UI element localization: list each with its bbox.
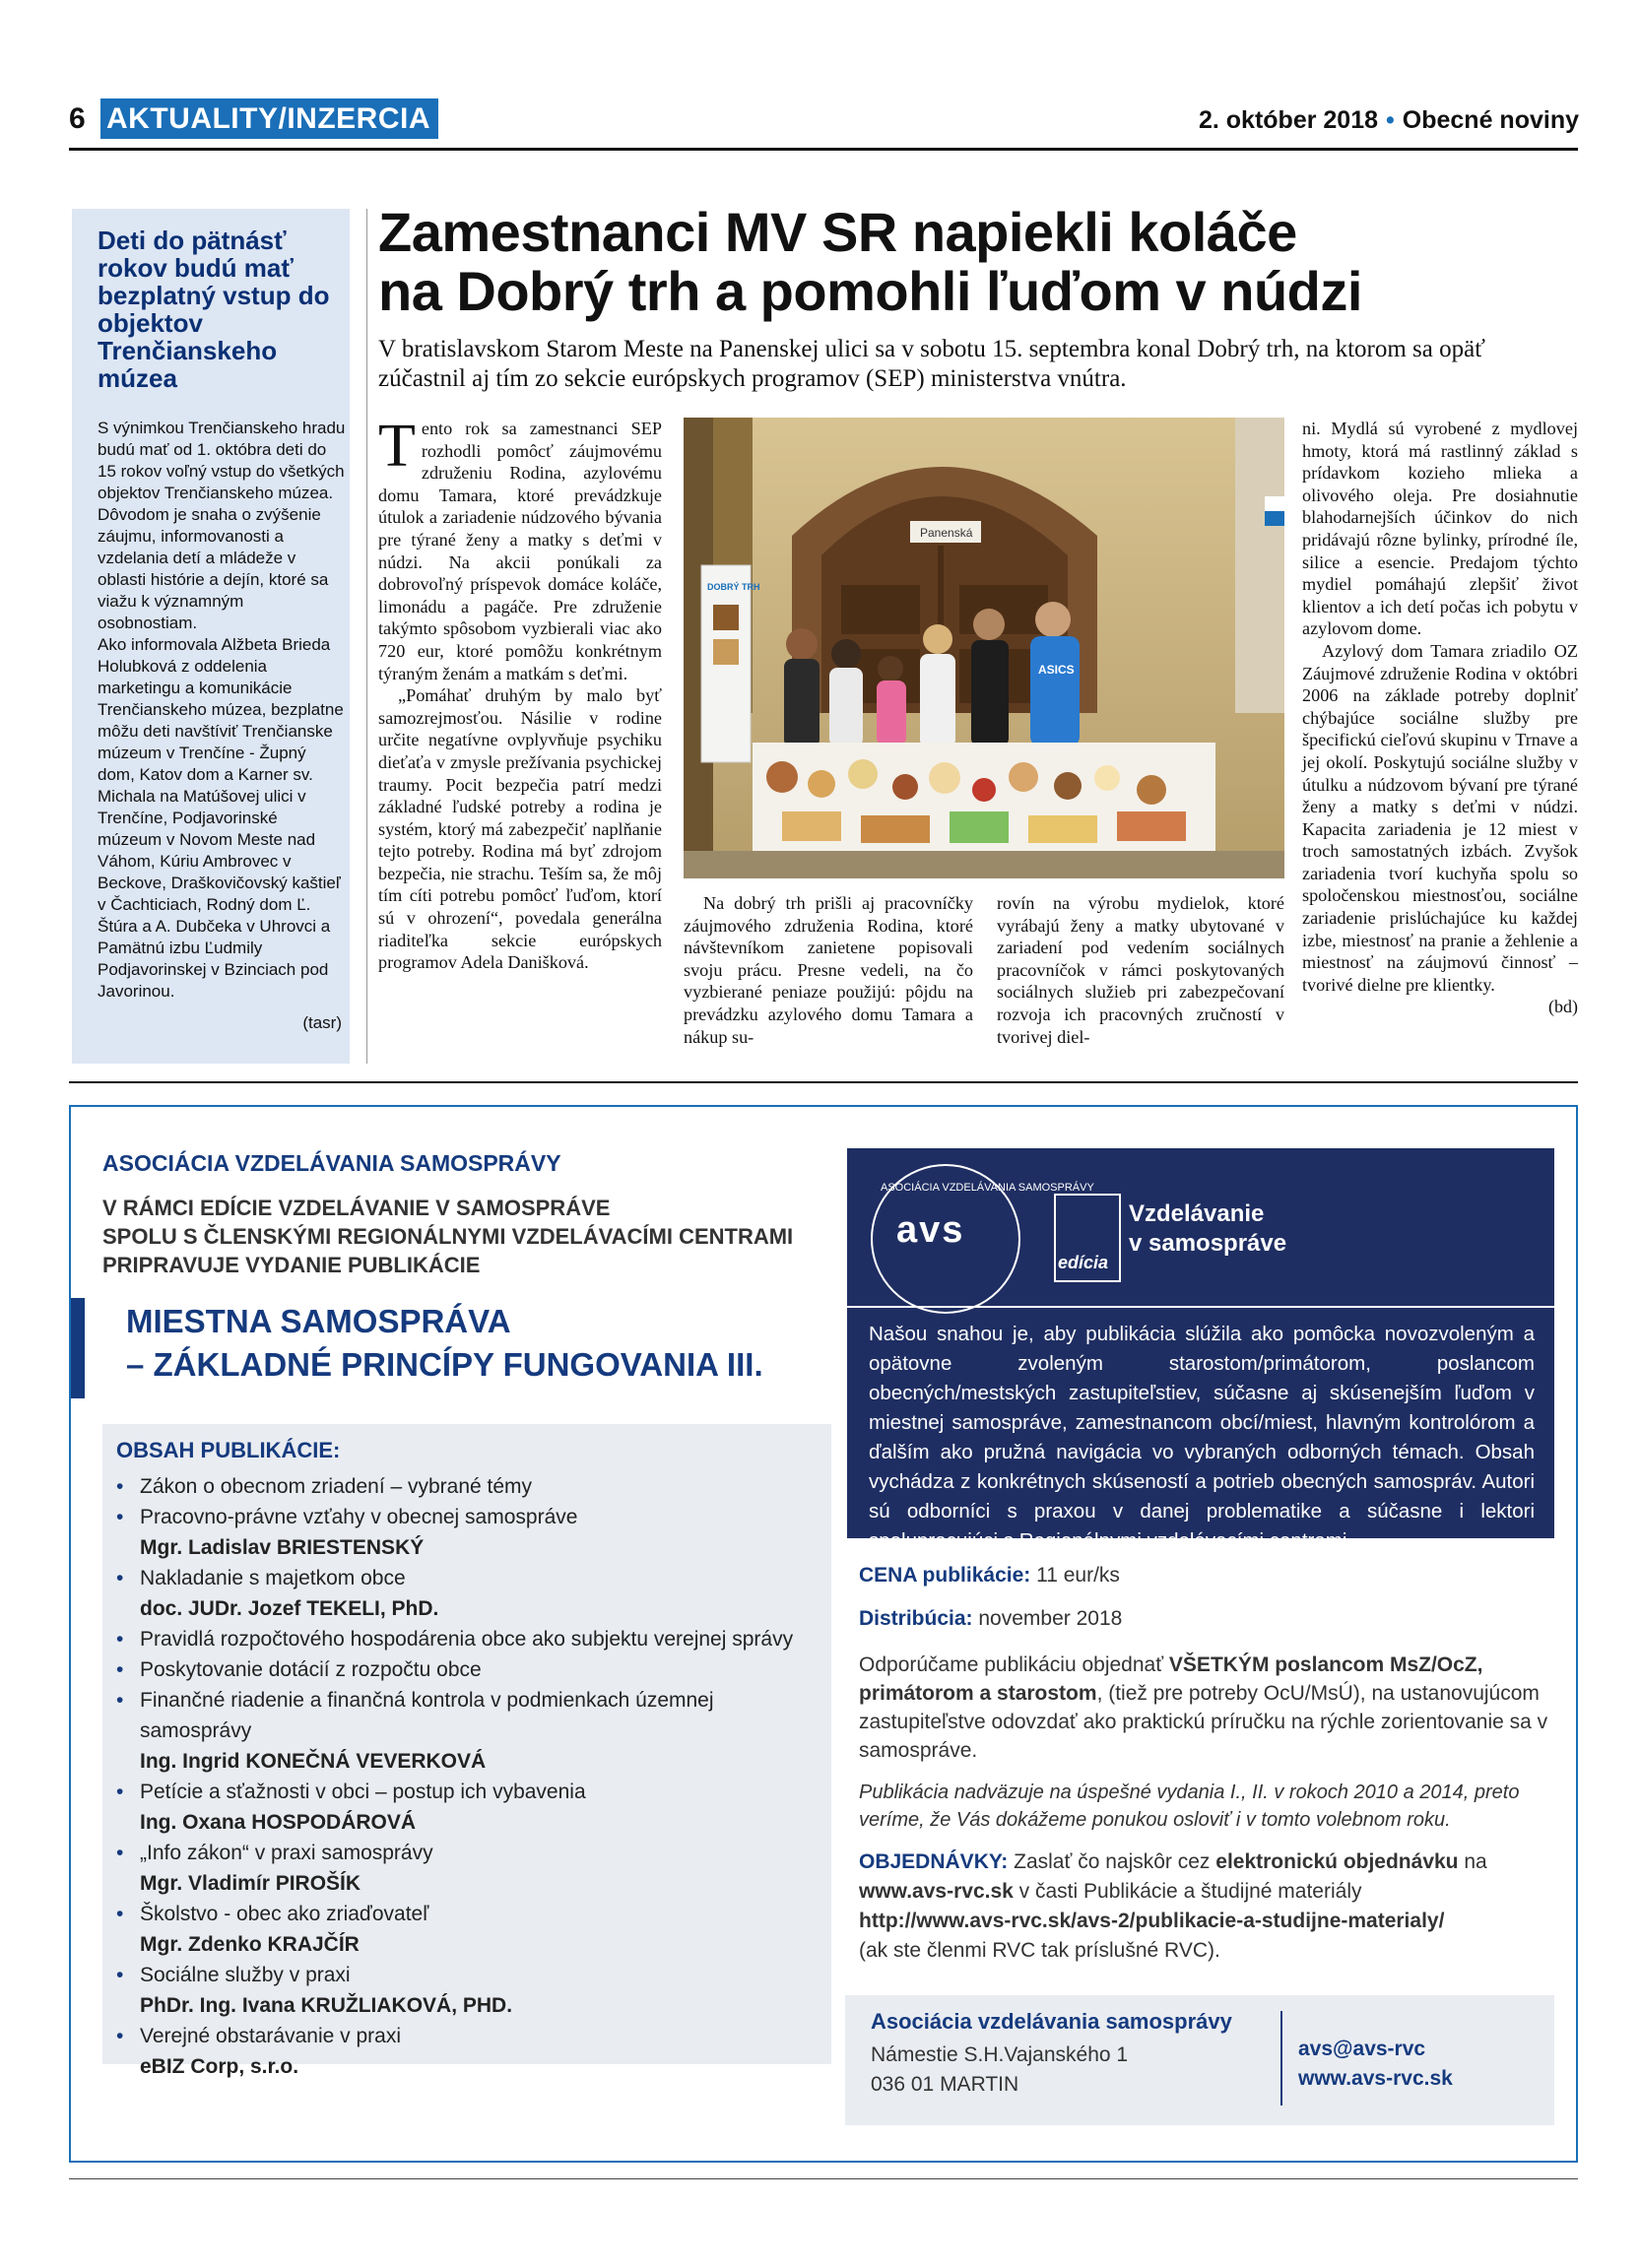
issue-date: 2. október 2018: [1198, 106, 1379, 134]
drop-cap: T: [378, 413, 416, 480]
edition-brand: Vzdelávanie v samospráve: [1129, 1200, 1287, 1257]
ad-association-name: ASOCIÁCIA VZDELÁVANIA SAMOSPRÁVY: [102, 1150, 561, 1176]
article-photo: [684, 418, 1284, 878]
ad-publication-title: MIESTNA SAMOSPRÁVA – ZÁKLADNÉ PRINCÍPY FUNGOVANIA III.: [126, 1303, 763, 1383]
contents-author: doc. JUDr. Jozef TEKELI, PhD.: [140, 1597, 439, 1620]
contents-author: Mgr. Zdenko KRAJČÍR: [140, 1933, 360, 1956]
ad-distribution: Distribúcia: november 2018: [859, 1607, 1123, 1630]
footer-rule: [69, 2178, 1578, 2179]
photo-sign-text: Panenská: [920, 526, 973, 540]
contents-item: • Pracovno-právne vzťahy v obecnej samospráve: [116, 1502, 825, 1532]
contents-item: • Verejné obstarávanie v praxi: [116, 2021, 825, 2051]
ad-contents-list: [116, 1471, 825, 2082]
contents-item: • Poskytovanie dotácií z rozpočtu obce: [116, 1654, 825, 1685]
column-rule: [366, 209, 367, 1064]
ad-recommendation: Odporúčame publikáciu objednať VŠETKÝM poslancom MsZ/OcZ, primátorom a starostom, (tiež pre potreby OcU/MsÚ), na ustanovujúcom zastupiteľstve odovzdať ako praktickú príručku na rýchle zorientovanie sa v samospráve.: [859, 1653, 1548, 1762]
contents-author: PhDr. Ing. Ivana KRUŽLIAKOVÁ, PHD.: [140, 1994, 513, 2017]
ad-accent-bar: [71, 1298, 85, 1398]
ad-contact-address: Námestie S.H.Vajanského 1 036 01 MARTIN: [871, 2043, 1129, 2096]
article-paragraph: ni. Mydlá sú vyrobené z mydlovej hmoty, ktorá má rastlinný základ s prídavkom kozieho mlieka a olivového oleja. Pre dosiahnutie blahodarnejších účinkov do nich pridávajú rôzne bylinky, prírodné íle, silice a esencie. Predajom týchto mydiel pomáhajú zlepšiť život klientov a ich detí počas ich pobytu v azylovom dome.: [1302, 419, 1578, 639]
ad-order-link[interactable]: www.avs-rvc.sk: [859, 1880, 1014, 1903]
article-signature: (bd): [1548, 997, 1578, 1017]
section-label: AKTUALITY/INZERCIA: [100, 98, 438, 139]
section-divider: [69, 1081, 1578, 1083]
avs-logo-letters: avs: [896, 1209, 965, 1251]
edicia-logo-word: edícia: [1058, 1253, 1109, 1272]
ad-order-info: OBJEDNÁVKY: Zaslať čo najskôr cez elektronickú objednávku na www.avs-rvc.sk v časti Publikácie a študijné materiály http://www.avs-rvc.sk/avs-2/publikacie-a-studijne-materialy/ (ak ste členmi RVC tak príslušné RVC).: [859, 1850, 1487, 1962]
ad-contact-links: [1298, 2035, 1453, 2094]
ad-order-url[interactable]: http://www.avs-rvc.sk/avs-2/publikacie-a-studijne-materialy/: [859, 1910, 1445, 1932]
sidebar-news-box: [69, 209, 350, 1064]
paper-name: Obecné noviny: [1402, 106, 1579, 134]
contents-author: Mgr. Ladislav BRIESTENSKÝ: [140, 1536, 425, 1559]
article-paragraph: Azylový dom Tamara zriadilo OZ Záujmové združenie Rodina v októbri 2006 na základe potreby doplniť chýbajúce sociálne služby pre špecifickú cieľovú skupinu v Trnave a jej okolí. Poskytujú sociálne služby v útulku a núdzovom bývaní pre týrané ženy a matky s deťmi v núdzi. Kapacita zariadenia je 12 miest v troch samostatných izbách. Zvyšok zariadenia tvorí kuchyňa spolu so spoločenskou miestnosťou, sociálne zariadenie prislúchajúce ku každej izbe, miestnosť na pranie a žehlenie a miestnosť na záujmovú činnosť – tvorivé dielne pre klientky.: [1302, 640, 1578, 995]
contents-item: • Školstvo - obec ako zriaďovateľ: [116, 1899, 825, 1929]
contents-item: • Pravidlá rozpočtového hospodárenia obce ako subjektu verejnej správy: [116, 1624, 825, 1654]
article-title: [378, 203, 1578, 321]
contents-item: • Sociálne služby v praxi: [116, 1960, 825, 1990]
contents-item: • Petície a sťažnosti v obci – postup ich vybavenia: [116, 1777, 825, 1807]
title-line: na Dobrý trh a pomohli ľuďom v núdzi: [378, 260, 1362, 322]
article-column-1: [378, 413, 662, 974]
sidebar-title: Deti do pätnásť rokov budú mať bezplatný vstup do objektov Trenčianskeho múzea: [98, 226, 330, 393]
article-paragraph: Na dobrý trh prišli aj pracovníčky záujmového združenia Rodina, ktoré návštevníkom zanietene popisovali svoju prácu. Presne vedeli, na čo vyzbierané peniaze použijú: pôjdu na prevádzku azylového domu Tamara a nákup su-: [684, 893, 973, 1047]
article-paragraph: „Pomáhať druhým by malo byť samozrejmosťou. Násilie v rodine určite negatívne ovplyvňuje psychiku dieťaťa v zmysle prežívania psychickej traumy. Pocit bezpečia patrí medzi základné ľudské potreby a rodina je systém, ktorý má zabezpečiť naplňanie tejto potreby. Rodina má byť zdrojom bezpečia, nie strachu. Teším sa, že môj tím cíti potrebu pomôcť ľuďom, ktorí sú v ohrození“, povedala generálna riaditeľka sekcie európskych programov Adela Danišková.: [378, 685, 662, 973]
sidebar-source: (tasr): [302, 1013, 342, 1032]
contents-item: • Finančné riadenie a finančná kontrola v podmienkach územnej samosprávy: [116, 1685, 825, 1746]
article-lead: V bratislavskom Starom Meste na Panenskej ulici sa v sobotu 15. septembra konal Dobrý trh, na ktorom sa opäť zúčastnil aj tím zo sekcie európskych programov (SEP) ministerstva vnútra.: [378, 336, 1485, 392]
ad-contents-title: OBSAH PUBLIKÁCIE:: [116, 1438, 341, 1462]
contents-author: Mgr. Vladimír PIROŠÍK: [140, 1872, 361, 1895]
ad-reference: Publikácia nadväzuje na úspešné vydania I., II. v rokoch 2010 a 2014, preto veríme, že Vás dokážeme ponukou osloviť i v tomto volebnom roku.: [859, 1782, 1520, 1831]
ad-panel-separator: [847, 1306, 1554, 1308]
contents-author: eBIZ Corp, s.r.o.: [140, 2055, 299, 2078]
sidebar-body: [98, 418, 346, 1034]
contents-item: • „Info zákon“ v praxi samosprávy: [116, 1838, 825, 1868]
separator-dot: •: [1386, 106, 1395, 134]
sidebar-paragraph: Ako informovala Alžbeta Brieda Holubková z oddelenia marketingu a komunikácie Trenčianskeho múzea, bezplatne môžu deti navštíviť Trenčianske múzeum v Trenčíne - Župný dom, Katov dom a Karner sv. Michala na Matúšovej ulici v Trenčíne, Podjavorinské múzeum v Novom Meste nad Váhom, Kúriu Ambrovec v Beckove, Draškovičovský kaštieľ v Čachticiach, Rodný dom Ľ. Štúra a A. Dubčeka v Uhrovci a Pamätnú izbu Ľudmily Podjavorinskej v Bzinciach pod Javorinou.: [98, 635, 344, 1001]
ad-subtitle: V RÁMCI EDÍCIE VZDELÁVANIE V SAMOSPRÁVE SPOLU S ČLENSKÝMI REGIONÁLNYMI VZDELÁVACÍMI CENTRAMI PRIPRAVUJE VYDANIE PUBLIKÁCIE: [102, 1196, 794, 1277]
photo-banner-text: DOBRÝ TRH: [707, 582, 760, 592]
contents-item: • Nakladanie s majetkom obce: [116, 1563, 825, 1593]
ad-description: Našou snahou je, aby publikácia slúžila ako pomôcka novozvoleným a opätovne zvoleným starostom/primátorom, poslancom obecných/mestských zastupiteľstiev, súčasne aj skúsenejším ľuďom v miestnej samospráve, zamestnancom obcí/miest, hlavným kontrolórom a ďalším ako pružná navigácia vo vybraných odborných témach. Obsah vychádza z konkrétnych skúseností a potrieb obecných samospráv. Autori sú odborníci s praxou v danej problematike a súčasne i lektori spolupracujúci s Regionálnymi vzdelávacími centrami.: [869, 1323, 1535, 1552]
sidebar-paragraph: S výnimkou Trenčianskeho hradu budú mať od 1. októbra deti do 15 rokov voľný vstup do všetkých objektov Trenčianskeho múzea. Dôvodom je snaha o zvýšenie záujmu, informovanosti a vzdelania detí a mládeže v oblasti histórie a dejín, ktoré sa viažu k významným osobnostiam.: [98, 419, 346, 632]
header-rule: [69, 148, 1578, 151]
issue-info: [1199, 106, 1579, 135]
contents-item: • Zákon o obecnom zriadení – vybrané témy: [116, 1471, 825, 1502]
ad-contact-email[interactable]: avs@avs-rvc: [1298, 2038, 1426, 2060]
contents-author: Ing. Ingrid KONEČNÁ VEVERKOVÁ: [140, 1750, 487, 1773]
ad-contact-name: Asociácia vzdelávania samosprávy: [871, 2009, 1232, 2034]
avs-logo-ring-text: ASOCIÁCIA VZDELÁVANIA SAMOSPRÁVY: [881, 1182, 1094, 1194]
ad-contact-web[interactable]: www.avs-rvc.sk: [1298, 2067, 1453, 2090]
article-paragraph: rovín na výrobu mydielok, ktoré vyrábajú ženy a matky ubytované v zariadení pod vedením sociálnych pracovníčok v rámci poskytovaných sociálnych služieb pri zabezpečovaní rozvoja ich pracovných zručností v tvorivej diel-: [997, 893, 1284, 1047]
page-number: 6: [69, 102, 86, 135]
title-line: Zamestnanci MV SR napiekli koláče: [378, 201, 1297, 263]
contents-author: Ing. Oxana HOSPODÁROVÁ: [140, 1811, 417, 1834]
article-paragraph: Tento rok sa zamestnanci SEP rozhodli pomôcť záujmovému združeniu Rodina, azylovému domu Tamara, ktoré prevádzkuje útulok a zariadenie núdzového bývania pre týrané ženy a matky s deťmi v núdzi. Na akcii ponúkali za dobrovoľný príspevok domáce koláče, limonádu a pagáče. Pre združenie takýmto spôsobom vyzbierali viac ako 720 eur, ktoré pomôžu konkrétnym týraným ženám a matkám s deťmi.: [378, 413, 662, 683]
article-column-4: [1302, 418, 1578, 1018]
article-column-3: [997, 892, 1284, 1048]
ad-contact-divider: [1280, 2011, 1282, 2106]
ad-price: CENA publikácie: 11 eur/ks: [859, 1564, 1120, 1587]
article-column-2: [684, 892, 973, 1048]
photo-shirt-text: ASICS: [1038, 663, 1075, 677]
